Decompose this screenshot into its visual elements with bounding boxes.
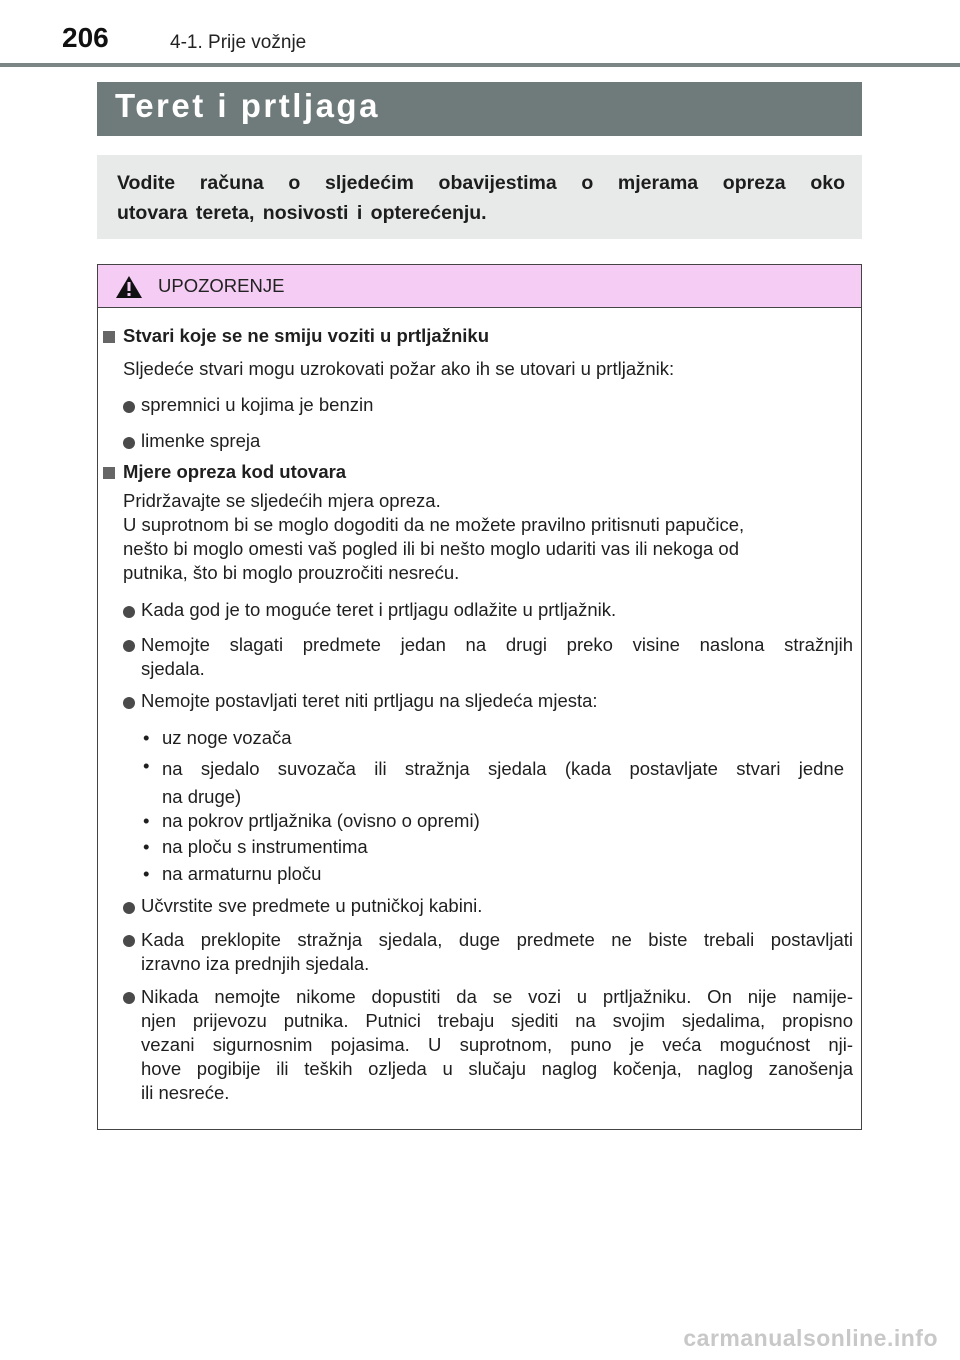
- text-line: na druge): [162, 786, 242, 807]
- text-line: njen prijevozu putnika. Putnici trebaju sjediti na svojim sjedalima, propisno: [141, 1010, 853, 1031]
- square-bullet-icon: [103, 467, 115, 479]
- sub-list-item: na armaturnu ploču: [162, 863, 322, 884]
- list-item: Kada god je to moguće teret i prtljagu odlažite u prtljažnik.: [141, 599, 617, 620]
- circle-bullet-icon: [123, 640, 135, 652]
- text-line: ili nesreće.: [141, 1082, 230, 1103]
- list-item: Učvrstite sve predmete u putničkoj kabini.: [141, 895, 483, 916]
- list-item: [141, 928, 853, 976]
- circle-bullet-icon: [123, 401, 135, 413]
- warning-box: [97, 264, 862, 1130]
- sub-list-item: [162, 755, 844, 811]
- intro-box: [97, 155, 862, 239]
- list-item: spremnici u kojima je benzin: [141, 394, 374, 415]
- page-number: 206: [62, 22, 109, 53]
- sub-bullet: •: [143, 810, 150, 831]
- intro-text: [117, 168, 845, 228]
- list-item: Nemojte postavljati teret niti prtljagu na sljedeća mjesta:: [141, 690, 598, 711]
- section-label: 4-1. Prije vožnje: [170, 32, 307, 53]
- intro-line-2: utovara tereta, nosivosti i opterećenju.: [117, 202, 487, 224]
- circle-bullet-icon: [123, 992, 135, 1004]
- square-bullet-icon: [103, 331, 115, 343]
- page-header: [0, 0, 960, 70]
- section-heading: Mjere opreza kod utovara: [123, 461, 347, 482]
- sub-list-item: na ploču s instrumentima: [162, 836, 368, 857]
- sub-bullet: •: [143, 727, 150, 748]
- list-item: limenke spreja: [141, 430, 261, 451]
- text-line: U suprotnom bi se moglo dogoditi da ne možete pravilno pritisnuti papučice,: [123, 514, 745, 535]
- sub-list-item: na pokrov prtljažnika (ovisno o opremi): [162, 810, 480, 831]
- text-line: Kada preklopite stražnja sjedala, duge predmete ne biste trebali postavljati: [141, 929, 853, 950]
- circle-bullet-icon: [123, 697, 135, 709]
- sub-bullet: •: [143, 863, 150, 884]
- text-line: na sjedalo suvozača ili stražnja sjedala (kada postavljate stvari jedne: [162, 758, 844, 779]
- circle-bullet-icon: [123, 902, 135, 914]
- sub-list-item: uz noge vozača: [162, 727, 292, 748]
- header-rule: [0, 63, 960, 67]
- page-title: Teret i prtljaga: [115, 87, 380, 124]
- circle-bullet-icon: [123, 437, 135, 449]
- text-line: izravno iza prednjih sjedala.: [141, 953, 370, 974]
- text-line: nešto bi moglo omesti vaš pogled ili bi nešto moglo udariti vas ili nekoga od: [123, 538, 739, 559]
- section-text: [123, 489, 843, 585]
- text-line: hove pogibije ili teških ozljeda u slučaju naglog kočenja, naglog zanošenja: [141, 1058, 853, 1079]
- section-heading: Stvari koje se ne smiju voziti u prtljažniku: [123, 325, 489, 346]
- list-item: [141, 633, 853, 681]
- sub-bullet: •: [143, 755, 150, 776]
- watermark: carmanualsonline.info: [683, 1325, 938, 1351]
- title-bar: [97, 82, 862, 136]
- text-line: Pridržavajte se sljedećih mjera opreza.: [123, 490, 441, 511]
- circle-bullet-icon: [123, 606, 135, 618]
- warning-title: UPOZORENJE: [158, 275, 285, 296]
- warning-content: [98, 265, 861, 1129]
- sub-bullet: •: [143, 836, 150, 857]
- intro-line-1: Vodite računa o sljedećim obavijestima o mjerama opreza oko: [117, 172, 845, 194]
- text-line: Nikada nemojte nikome dopustiti da se vozi u prtljažniku. On nije namije-: [141, 986, 853, 1007]
- text-line: sjedala.: [141, 658, 205, 679]
- text-line: vezani sigurnosnim pojasima. U suprotnom, puno je veća mogućnost nji-: [141, 1034, 853, 1055]
- text-line: putnika, što bi moglo prouzročiti nesreću.: [123, 562, 460, 583]
- circle-bullet-icon: [123, 935, 135, 947]
- section-text: Sljedeće stvari mogu uzrokovati požar ako ih se utovari u prtljažnik:: [123, 358, 675, 379]
- list-item: [141, 985, 853, 1105]
- text-line: Nemojte slagati predmete jedan na drugi preko visine naslona stražnjih: [141, 634, 853, 655]
